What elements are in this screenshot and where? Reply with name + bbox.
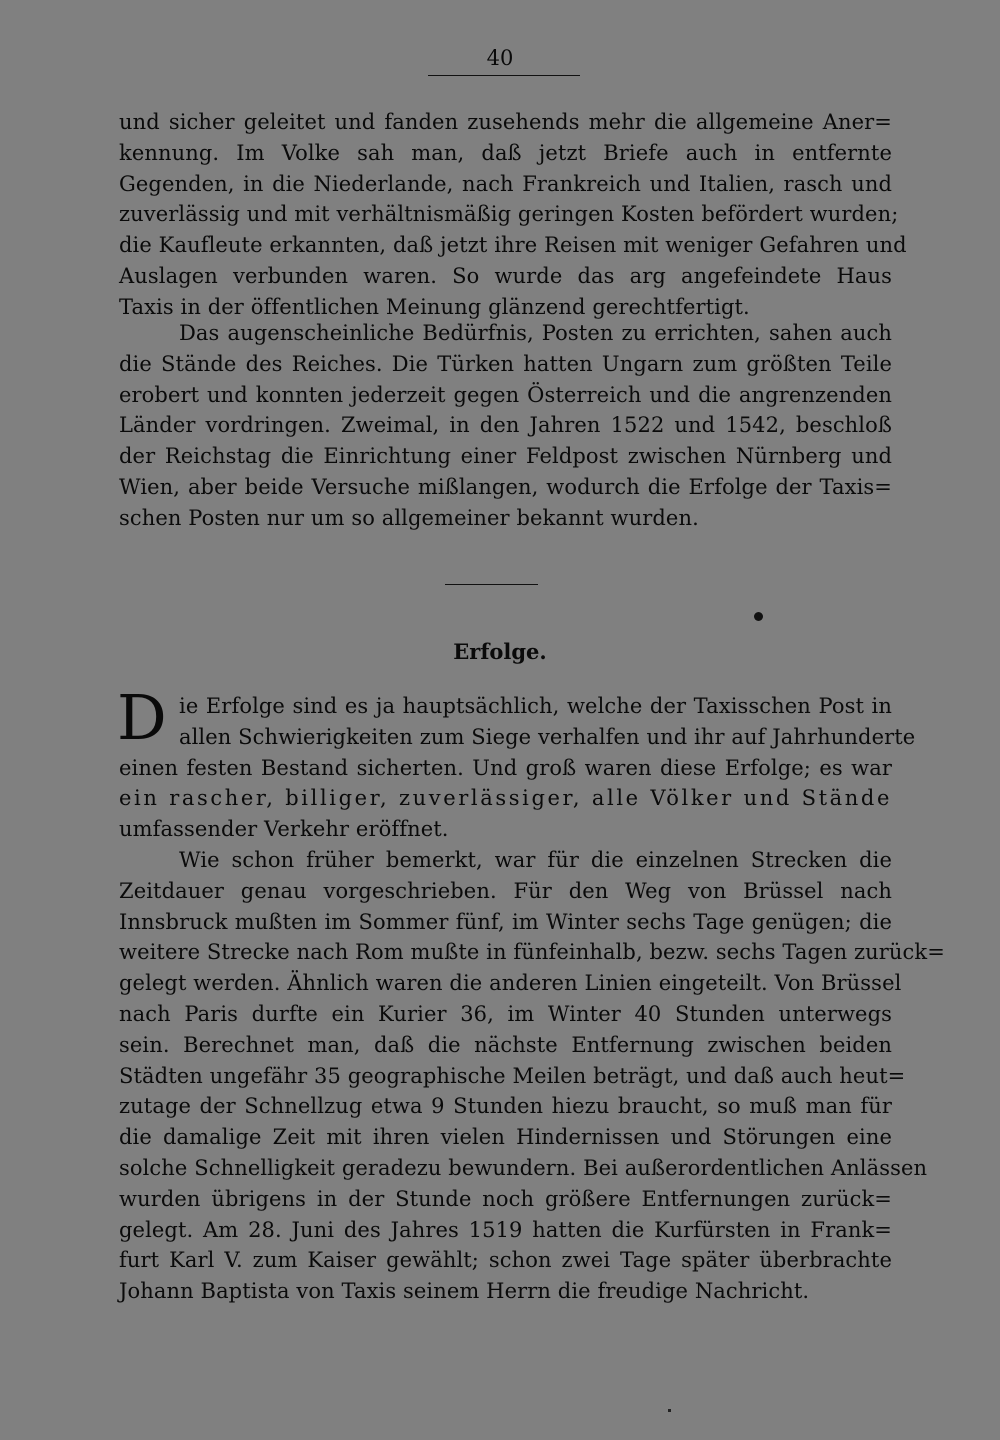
paragraph-taxis-success <box>119 107 907 323</box>
text-line: gelegt. Am 28. Juni des Jahres 1519 hatten die Kurfürsten in Frank= <box>119 1217 892 1242</box>
text-line: nach Paris durfte ein Kurier 36, im Winter 40 Stunden unterwegs <box>119 1001 892 1026</box>
text-line: einen festen Bestand sicherten. Und groß waren diese Erfolge; es war <box>119 755 892 780</box>
text-line: Taxis in der öffentlichen Meinung glänzend gerechtfertigt. <box>119 294 750 319</box>
paragraph-travel-times <box>119 845 945 1307</box>
text-line: Wie schon früher bemerkt, war für die einzelnen Strecken die <box>179 848 892 872</box>
text-line: Städten ungefähr 35 geographische Meilen beträgt, und daß auch heut= <box>119 1063 906 1088</box>
text-line: Innsbruck mußten im Sommer fünf, im Winter sechs Tage genügen; die <box>119 909 892 934</box>
text-line: die Kaufleute erkannten, daß jetzt ihre Reisen mit weniger Gefahren und <box>119 233 907 258</box>
text-line: ie Erfolge sind es ja hauptsächlich, welche der Taxisschen Post in <box>179 694 892 718</box>
text-line: die Stände des Reiches. Die Türken hatten Ungarn zum größten Teile <box>119 351 892 376</box>
text-line: zutage der Schnellzug etwa 9 Stunden hiezu braucht, so muß man für <box>119 1094 892 1119</box>
text-line: der Reichstag die Einrichtung einer Feldpost zwischen Nürnberg und <box>119 444 892 469</box>
drop-cap: D <box>117 681 167 754</box>
paragraph-reichstag <box>119 318 892 534</box>
text-line: wurden übrigens in der Stunde noch größere Entfernungen zurück= <box>119 1186 892 1211</box>
text-line: Das augenscheinliche Bedürfnis, Posten zu errichten, sahen auch <box>179 321 892 345</box>
header-rule <box>428 75 580 76</box>
text-line: Zeitdauer genau vorgeschrieben. Für den Weg von Brüssel nach <box>119 878 892 903</box>
section-divider <box>445 584 538 585</box>
text-line: ein rascher, billiger, zuverlässiger, alle Völker und Stände <box>119 786 892 811</box>
text-line: kennung. Im Volke sah man, daß jetzt Briefe auch in entfernte <box>119 140 892 165</box>
text-line: umfassender Verkehr eröffnet. <box>119 817 449 842</box>
text-line: solche Schnelligkeit geradezu bewundern. Bei außerordentlichen Anlässen <box>119 1155 928 1180</box>
text-line: furt Karl V. zum Kaiser gewählt; schon zwei Tage später überbrachte <box>119 1248 892 1273</box>
paragraph-erfolge <box>119 691 916 845</box>
ink-speck <box>668 1409 671 1412</box>
text-line: sein. Berechnet man, daß die nächste Entfernung zwischen beiden <box>119 1032 892 1057</box>
ink-dot <box>754 612 763 621</box>
text-line: Wien, aber beide Versuche mißlangen, wodurch die Erfolge der Taxis= <box>119 474 892 499</box>
text-line: Länder vordringen. Zweimal, in den Jahren 1522 und 1542, beschloß <box>119 413 892 438</box>
text-line: Auslagen verbunden waren. So wurde das arg angefeindete Haus <box>119 263 892 288</box>
text-line: und sicher geleitet und fanden zusehends mehr die allgemeine Aner= <box>119 110 892 134</box>
text-line: die damalige Zeit mit ihren vielen Hindernissen und Störungen eine <box>119 1125 892 1150</box>
page-number: 40 <box>486 46 514 70</box>
text-line: zuverlässig und mit verhältnismäßig geringen Kosten befördert wurden; <box>119 202 899 227</box>
text-line: Gegenden, in die Niederlande, nach Frankreich und Italien, rasch und <box>119 171 892 196</box>
text-line: erobert und konnten jederzeit gegen Österreich und die angrenzenden <box>119 382 892 407</box>
text-line: gelegt werden. Ähnlich waren die anderen Linien eingeteilt. Von Brüssel <box>119 971 902 996</box>
text-line: allen Schwierigkeiten zum Siege verhalfen und ihr auf Jahrhunderte <box>179 724 916 749</box>
text-line: schen Posten nur um so allgemeiner bekannt wurden. <box>119 505 699 530</box>
text-line: Johann Baptista von Taxis seinem Herrn die freudige Nachricht. <box>119 1279 810 1304</box>
section-heading: Erfolge. <box>453 639 547 664</box>
text-line: weitere Strecke nach Rom mußte in fünfeinhalb, bezw. sechs Tagen zurück= <box>119 940 945 965</box>
